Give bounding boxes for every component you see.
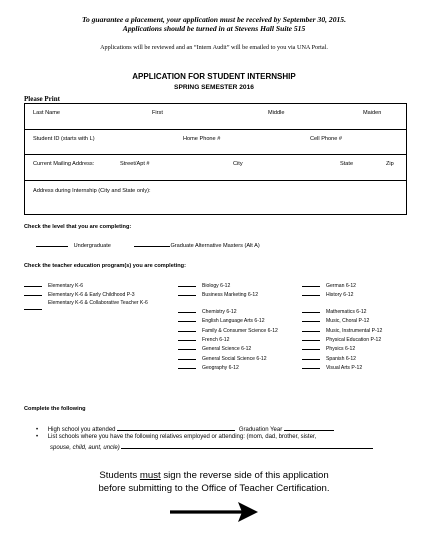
- program-checkbox[interactable]: [178, 281, 196, 287]
- programs-column-elementary: [24, 281, 174, 307]
- program-item: Elementary K-6 & Early Childhood P-3: [24, 290, 174, 299]
- program-checkbox[interactable]: [178, 335, 196, 341]
- right-arrow-icon: [168, 500, 260, 529]
- program-checkbox[interactable]: [302, 344, 320, 350]
- program-item: Physical Education P-12: [302, 335, 382, 344]
- row-divider: [24, 154, 406, 155]
- programs-column-secondary-b: [302, 281, 382, 373]
- program-checkbox[interactable]: [302, 281, 320, 287]
- program-item: Physics 6-12: [302, 344, 382, 353]
- mailing-address-label: Current Mailing Address:: [33, 161, 95, 167]
- signature-line-1: Students must sign the reverse side of this application: [99, 470, 329, 481]
- level-options: [36, 241, 260, 249]
- program-checkbox[interactable]: [24, 281, 42, 287]
- programs-heading: Check the teacher education program(s) you are completing:: [24, 263, 186, 269]
- program-item: Biology 6-12: [178, 281, 278, 290]
- programs-column-secondary-a: [178, 281, 278, 373]
- program-checkbox[interactable]: [178, 290, 196, 296]
- program-item: General Science 6-12: [178, 344, 278, 353]
- program-checkbox[interactable]: [302, 316, 320, 322]
- last-name-field[interactable]: Last Name: [33, 110, 61, 116]
- program-item: Geography 6-12: [178, 363, 278, 372]
- row-divider: [24, 180, 406, 181]
- program-checkbox[interactable]: [178, 307, 196, 313]
- high-school-field[interactable]: [117, 424, 235, 431]
- graduate-checkbox[interactable]: [134, 241, 170, 247]
- high-school-label: High school you attended: [47, 427, 116, 433]
- program-checkbox[interactable]: [178, 344, 196, 350]
- relatives-field[interactable]: [121, 442, 373, 449]
- program-item: English Language Arts 6-12: [178, 316, 278, 325]
- zip-field[interactable]: Zip: [386, 161, 394, 167]
- bullet-icon: •: [36, 434, 39, 440]
- student-id-field[interactable]: Student ID (starts with L): [33, 136, 95, 142]
- graduation-year-label: Graduation Year: [238, 427, 283, 433]
- program-item: French 6-12: [178, 335, 278, 344]
- program-checkbox[interactable]: [302, 354, 320, 360]
- review-note: Applications will be reviewed and an “Intern Audit” will be emailed to you via UNA Portal.: [100, 44, 328, 51]
- program-checkbox[interactable]: [302, 307, 320, 313]
- program-checkbox[interactable]: [302, 335, 320, 341]
- cell-phone-field[interactable]: Cell Phone #: [310, 136, 343, 142]
- program-checkbox[interactable]: [178, 326, 196, 332]
- graduation-year-field[interactable]: [284, 424, 334, 431]
- program-item: Business Marketing 6-12: [178, 290, 278, 299]
- deadline-line-2: Applications should be turned in at Stevens Hall Suite 515: [122, 24, 306, 34]
- program-checkbox[interactable]: [24, 304, 42, 310]
- city-field[interactable]: City: [233, 161, 243, 167]
- program-item: General Social Science 6-12: [178, 354, 278, 363]
- form-subtitle: SPRING SEMESTER 2016: [174, 84, 254, 91]
- form-title: APPLICATION FOR STUDENT INTERNSHIP: [132, 72, 296, 81]
- graduate-label: Graduate Alternative Masters (Alt A): [170, 243, 260, 249]
- maiden-name-field[interactable]: Maiden: [363, 110, 382, 116]
- program-checkbox[interactable]: [178, 354, 196, 360]
- relatives-row: [36, 433, 316, 441]
- program-checkbox[interactable]: [302, 363, 320, 369]
- internship-address-field[interactable]: Address during Internship (City and State only):: [33, 188, 151, 194]
- program-item: Elementary K-6 & Collaborative Teacher K-6: [48, 299, 148, 306]
- program-item: Mathematics 6-12: [302, 307, 382, 316]
- relatives-line-2: spouse, child, aunt, uncle): [50, 445, 120, 451]
- undergraduate-label: Undergraduate: [73, 243, 111, 249]
- please-print: Please Print: [24, 95, 60, 103]
- state-field[interactable]: State: [340, 161, 354, 167]
- program-checkbox[interactable]: [302, 290, 320, 296]
- program-item: Elementary K-6: [24, 281, 174, 290]
- program-checkbox[interactable]: [178, 316, 196, 322]
- signature-instruction: [0, 470, 428, 495]
- program-checkbox[interactable]: [178, 363, 196, 369]
- first-name-field[interactable]: First: [152, 110, 163, 116]
- program-item: Visual Arts P-12: [302, 363, 382, 372]
- program-item: Music, Instrumental P-12: [302, 326, 382, 335]
- signature-line-2: before submitting to the Office of Teacher Certification.: [98, 482, 330, 494]
- program-item: Spanish 6-12: [302, 354, 382, 363]
- applicant-info-table: [24, 103, 407, 215]
- deadline-notice: [0, 15, 428, 34]
- row-divider: [24, 129, 406, 130]
- street-field[interactable]: Street/Apt #: [120, 161, 150, 167]
- complete-heading: Complete the following: [24, 406, 86, 412]
- program-item: Family & Consumer Science 6-12: [178, 326, 278, 335]
- program-item: German 6-12: [302, 281, 382, 290]
- relatives-line-1: List schools where you have the following relatives employed or attending: (mom, dad, brother, sister,: [47, 434, 317, 440]
- home-phone-field[interactable]: Home Phone #: [183, 136, 221, 142]
- undergraduate-checkbox[interactable]: [36, 241, 68, 247]
- program-checkbox[interactable]: [302, 326, 320, 332]
- program-item: Chemistry 6-12: [178, 307, 278, 316]
- program-checkbox[interactable]: [24, 290, 42, 296]
- relatives-row-2: [50, 442, 373, 452]
- deadline-line-1: To guarantee a placement, your application must be received by September 30, 2015.: [82, 15, 346, 24]
- program-item: Music, Choral P-12: [302, 316, 382, 325]
- middle-name-field[interactable]: Middle: [268, 110, 285, 116]
- bullet-icon: •: [36, 427, 39, 433]
- program-item: History 6-12: [302, 290, 382, 299]
- level-heading: Check the level that you are completing:: [24, 224, 132, 230]
